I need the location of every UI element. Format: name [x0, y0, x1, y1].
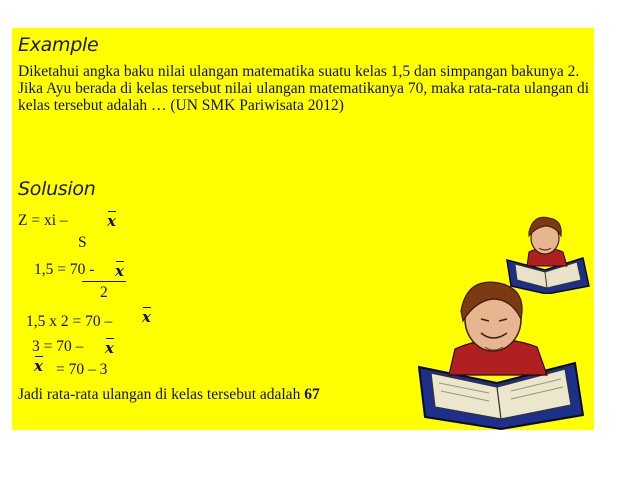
step1-denominator: 2: [100, 284, 108, 301]
mean-symbol: x: [115, 262, 124, 280]
formula-numerator: Z = xi –: [18, 212, 68, 229]
example-heading: Example: [18, 34, 99, 56]
mean-symbol: x: [34, 357, 43, 375]
reading-man-icon: [415, 275, 585, 430]
fraction-line: [82, 281, 126, 282]
conclusion-line: [18, 386, 320, 403]
step1-numerator: 1,5 = 70 -: [34, 261, 95, 278]
step4-text: = 70 – 3: [56, 361, 108, 378]
mean-symbol: x: [105, 339, 114, 357]
mean-symbol: x: [107, 212, 116, 230]
conclusion-value: 67: [304, 386, 320, 403]
step2-text: 1,5 x 2 = 70 –: [26, 313, 113, 330]
problem-text: Diketahui angka baku nilai ulangan matematika suatu kelas 1,5 dan simpangan bakunya 2. Jika Ayu berada di kelas tersebut nilai ulangan matematikanya 70, maka rata-rata ulangan di kelas tersebut adalah … (UN SMK Pariwisata 2012): [18, 63, 590, 114]
solusion-heading: Solusion: [18, 178, 96, 200]
formula-denominator: S: [78, 234, 87, 251]
step3-text: 3 = 70 –: [32, 338, 84, 355]
conclusion-text: Jadi rata-rata ulangan di kelas tersebut adalah: [18, 386, 305, 403]
mean-symbol: x: [142, 308, 151, 326]
